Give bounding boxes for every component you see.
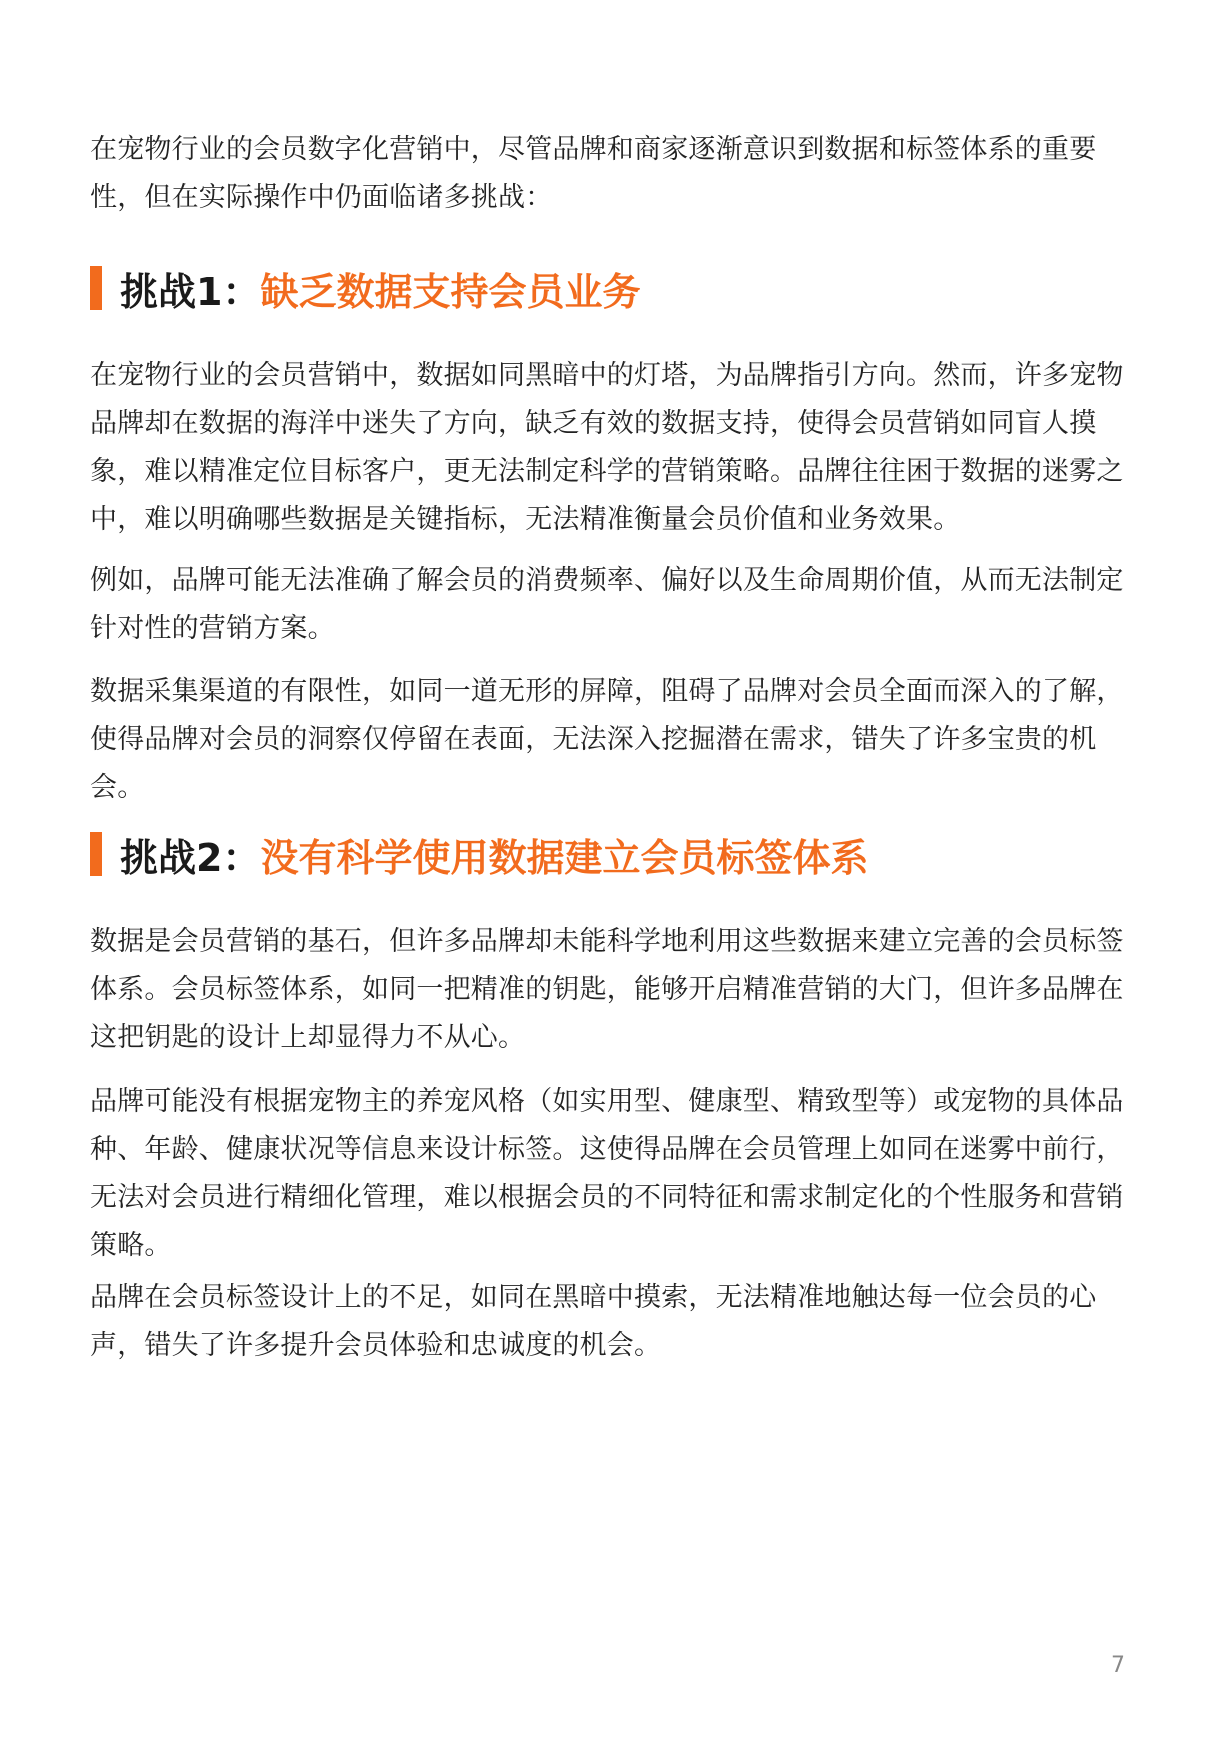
section2-heading bbox=[90, 828, 868, 880]
section1-heading bbox=[90, 262, 640, 314]
intro-paragraph: 在宠物行业的会员数字化营销中，尽管品牌和商家逐渐意识到数据和标签体系的重要性，但在实际操作中仍面临诸多挑战： bbox=[90, 134, 1097, 213]
heading-accent-bar bbox=[90, 266, 102, 310]
section2-heading-title: 没有科学使用数据建立会员标签体系 bbox=[260, 835, 869, 880]
section1-heading-prefix: 挑战1： bbox=[120, 269, 261, 314]
section1-paragraph-3: 数据采集渠道的有限性，如同一道无形的屏障，阻碍了品牌对会员全面而深入的了解，使得品牌对会员的洞察仅停留在表面，无法深入挖掘潜在需求，错失了许多宝贵的机会。 bbox=[90, 676, 1124, 803]
section2-paragraph-1: 数据是会员营销的基石，但许多品牌却未能科学地利用这些数据来建立完善的会员标签体系。会员标签体系，如同一把精准的钥匙，能够开启精准营销的大门，但许多品牌在这把钥匙的设计上却显得力不从心。 bbox=[90, 926, 1124, 1053]
page-number: 7 bbox=[1111, 1653, 1125, 1678]
section2-paragraph-2: 品牌可能没有根据宠物主的养宠风格（如实用型、健康型、精致型等）或宠物的具体品种、年龄、健康状况等信息来设计标签。这使得品牌在会员管理上如同在迷雾中前行，无法对会员进行精细化管理，难以根据会员的不同特征和需求制定化的个性服务和营销策略。 bbox=[90, 1086, 1124, 1261]
section2-paragraph-3: 品牌在会员标签设计上的不足，如同在黑暗中摸索，无法精准地触达每一位会员的心声，错失了许多提升会员体验和忠诚度的机会。 bbox=[90, 1282, 1097, 1361]
section1-heading-title: 缺乏数据支持会员业务 bbox=[260, 269, 641, 314]
section1-paragraph-1: 在宠物行业的会员营销中，数据如同黑暗中的灯塔，为品牌指引方向。然而，许多宠物品牌却在数据的海洋中迷失了方向，缺乏有效的数据支持，使得会员营销如同盲人摸象，难以精准定位目标客户，更无法制定科学的营销策略。品牌往往困于数据的迷雾之中，难以明确哪些数据是关键指标，无法精准衡量会员价值和业务效果。 bbox=[90, 360, 1124, 535]
section1-paragraph-2: 例如，品牌可能无法准确了解会员的消费频率、偏好以及生命周期价值，从而无法制定针对性的营销方案。 bbox=[90, 565, 1124, 644]
section2-heading-prefix: 挑战2： bbox=[120, 835, 261, 880]
heading-accent-bar bbox=[90, 832, 102, 876]
